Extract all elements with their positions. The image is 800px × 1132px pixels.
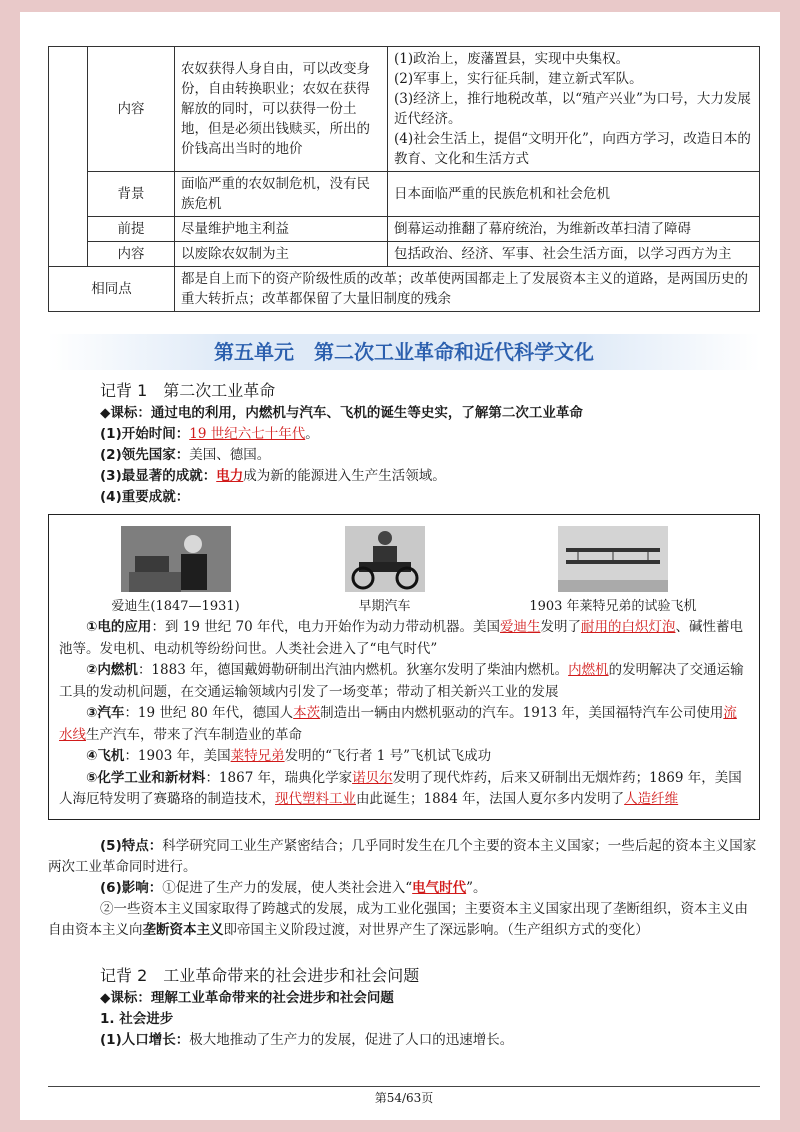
edison-caption: 爱迪生(1847—1931) — [111, 598, 240, 614]
row-label: 相同点 — [49, 267, 175, 312]
row-label: 内容 — [88, 242, 175, 267]
car-photo — [345, 526, 425, 618]
section-heading-2: 记背 2 工业革命带来的社会进步和社会问题 — [100, 965, 420, 985]
document-page — [20, 12, 780, 1120]
unit-title: 第五单元 第二次工业革命和近代科学文化 — [48, 334, 760, 370]
japan-content-cell: (1)政治上，废藩置县，实现中央集权。 (2)军事上，实行征兵制，建立新式军队。 (3)经济上，推行地税改革，以“殖产兴业”为口号，大力发展近代经济。 (4)社会生活上，提倡“文明开化”，向西方学习，改造日本的教育、文化和生活方式 — [388, 47, 760, 172]
section-heading: 记背 1 第二次工业革命 — [100, 381, 276, 400]
features-item: (5)特点：科学研究同工业生产紧密结合；几乎同时发生在几个主要的资本主义国家；一些后起的资本主义国家两次工业革命同时进行。 — [48, 837, 757, 875]
impact-item: (6)影响：①促进了生产力的发展，使人类社会进入“电气时代”。 — [100, 879, 487, 896]
comparison-table — [48, 46, 760, 312]
car-paragraph: ③汽车：19 世纪 80 年代，德国人本茨制造出一辆由内燃机驱动的汽车。1913 年，美国福特汽车公司使用流水线生产汽车，带来了汽车制造业的革命 — [59, 705, 737, 743]
item-start-time: (1)开始时间：19 世纪六七十年代。 — [100, 426, 319, 442]
car-image — [345, 526, 425, 592]
curriculum-standard: ◆课标：通过电的利用，内燃机与汽车、飞机的诞生等史实，了解第二次工业革命 — [100, 405, 583, 421]
airplane-paragraph: ④飞机：1903 年，美国莱特兄弟发明的“飞行者 1 号”飞机试飞成功 — [86, 748, 492, 764]
row-label: 内容 — [88, 47, 175, 172]
achievements-box — [48, 514, 760, 820]
electricity-paragraph: ①电的应用：到 19 世纪 70 年代，电力开始作为动力带动机器。美国爱迪生发明了耐用的白炽灯泡、碱性蓄电池等。发电机、电动机等纷纷问世。人类社会进入了“电气时代” — [59, 619, 743, 657]
subsection-heading: 1. 社会进步 — [100, 1010, 174, 1027]
row-label: 背景 — [88, 172, 175, 217]
table-row: 背景 面临严重的农奴制危机，没有民族危机 日本面临严重的民族危机和社会危机 — [49, 172, 760, 217]
page-content — [48, 46, 760, 1051]
russia-content-cell: 农奴获得人身自由，可以改变身份，自由转换职业；农奴在获得解放的同时，可以获得一份土地，但是必须出钱赎买，所出的价钱高出当时的地价 — [175, 47, 388, 172]
item-achievement: (3)最显著的成就：电力成为新的能源进入生产生活领域。 — [100, 468, 446, 484]
population-item: (1)人口增长：极大地推动了生产力的发展，促进了人口的迅速增长。 — [100, 1031, 514, 1048]
plane-photo — [529, 526, 696, 618]
page-number: 第54/63页 — [48, 1086, 760, 1106]
table-row: 内容 以废除农奴制为主 包括政治、经济、军事、社会生活方面，以学习西方为主 — [49, 242, 760, 267]
edison-photo — [111, 526, 239, 618]
table-row: 相同点 都是自上而下的资产阶级性质的改革；改革使两国都走上了发展资本主义的道路，是两国历史的重大转折点；改革都保留了大量旧制度的残余 — [49, 267, 760, 312]
plane-image — [558, 526, 668, 592]
photo-row — [59, 521, 749, 617]
impact-item-2: ②一些资本主义国家取得了跨越式的发展，成为工业化强国；主要资本主义国家出现了垄断组织，资本主义由自由资本主义向垄断资本主义即帝国主义阶段过渡，对世界产生了深远影响。（生产组织方式的变化） — [48, 900, 748, 938]
table-row: 前提 尽量维护地主利益 倒幕运动推翻了幕府统治，为维新改革扫清了障碍 — [49, 217, 760, 242]
curriculum-standard-2: ◆课标：理解工业革命带来的社会进步和社会问题 — [100, 989, 394, 1006]
chemistry-paragraph: ⑤化学工业和新材料：1867 年，瑞典化学家诺贝尔发明了现代炸药，后来又研制出无烟炸药；1869 年，美国人海厄特发明了赛璐珞的制造技术，现代塑料工业由此诞生；1884 年，法国人夏尔多内发明了人造纤维 — [59, 769, 742, 807]
engine-paragraph: ②内燃机：1883 年，德国戴姆勒研制出汽油内燃机。狄塞尔发明了柴油内燃机。内燃机的发明解决了交通运输工具的发动机问题，在交通运输领域内引发了一场变革；带动了相关新兴工业的发展 — [59, 662, 744, 700]
car-caption: 早期汽车 — [358, 598, 411, 614]
item-leading-countries: (2)领先国家：美国、德国。 — [100, 447, 271, 463]
item-important-achievements: (4)重要成就： — [100, 489, 190, 505]
row-label: 前提 — [88, 217, 175, 242]
edison-image — [121, 526, 231, 592]
table-row — [49, 47, 760, 172]
plane-caption: 1903 年莱特兄弟的试验飞机 — [529, 598, 697, 614]
